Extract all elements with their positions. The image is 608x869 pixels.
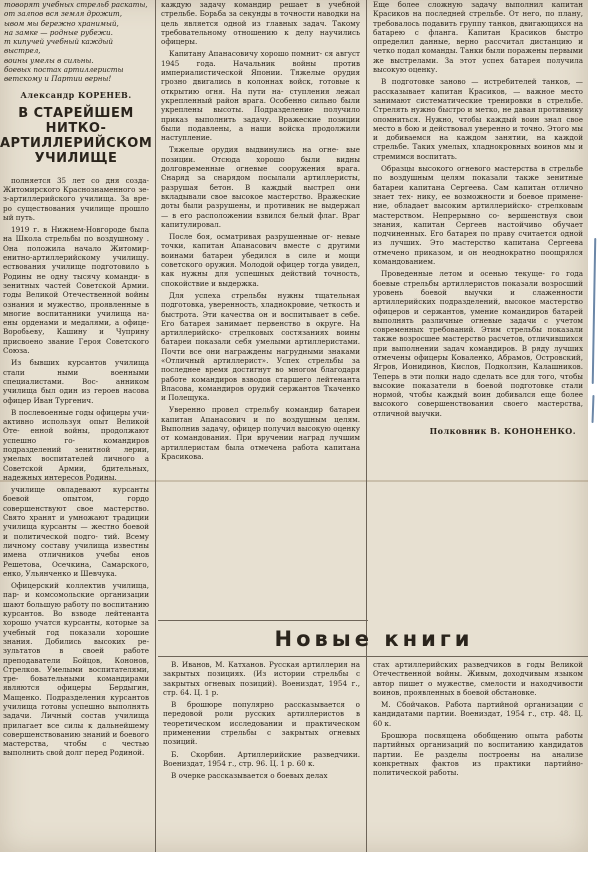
book-review: В очерке рассказывается о боевых делах (171, 771, 328, 781)
column-left (0, 0, 152, 852)
column-divider (155, 0, 156, 852)
book-review: В. Иванов, М. Катханов. Русская артиллерия на закрытых позициях. (Из истории стрельбы с закрытых огневых позиций). Воениздат, 1954 г., стр. 64. Ц. 1 р. (163, 660, 360, 697)
column-divider (366, 0, 367, 700)
article-paragraph: В послевоенные годы офицеры учи- активно используя опыт Великой Оте- енной войны, продолжают успешно го- командиров подразделений зенитной лерии, умелых воспитателей личного а Советской Армии, бдительных, надежных интересов Родины. (3, 407, 149, 482)
book-review: стах артиллерийских разведчиков в годы Великой Отечественной войны. Живым, доходчивым языком автор пишет о мужестве, смелости и находчивости воинов, проявленных в боевой обстановке. (373, 660, 583, 697)
article-paragraph: 1919 г. в Нижнем-Новгороде была на Школа стрельбы по воздушному . Она положила начало Житомир- енитно-артиллерийскому училищу. ествования училище подготовило ь Родины не одну тысячу команди- в зенитных частей Советской Армии. годы Великой Отечественной войны ознания и мужество, проявленные в многие воспитанники училища на- ены орденами и медалями, а офице- Воробьеву, Кашину и Чуприну присвоено звание Героя Советского Союза. (3, 225, 149, 356)
article-paragraph: Уверенно провел стрельбу командир батареи капитан Апанасович и по воздушным целям. Выполнив задачу, офицер получил высокую оценку от командования. При вручении наград лучшим артиллеристам была отмечена работа капитана Красикова. (161, 405, 360, 461)
article-paragraph: Офицерский коллектив училища, пар- и комсомольские организации шают большую работу по воспитанию курсантов. Во взводе лейтенанта хорошо учатся курсанты, которые за учебный год показали хорошие знания. Добились высоких ре- зультатов в своей работе преподаватели Бойцов, Кононов, Стрелков. Умелыми воспитателями, тре- бовательными командирами являются офицеры Бердыгин, Мащенко. Подразделения курсантов училища готовы успешно выполнять задачи. Личный состав училища прилагает все силы к дальнейшему совершенствованию знаний и боевого мастерства, чтобы с честью выполнить свой долг перед Родиной. (3, 581, 149, 758)
poem-line: на замке — родные рубежи. (4, 27, 113, 37)
poem-line: боевых постах артиллеристы (4, 65, 124, 75)
book-review: В брошюре популярно рассказывается о передовой роли русских артиллеристов в теоретическом исследовании и практическом применении стрельбы с закрытых огневых позиций. (163, 700, 360, 747)
article-paragraph: В подготовке заново — истребителей танков, — рассказывает капитан Красиков, — важное место занимают систематические тренировки в стрельбе. Стрелять нужно быстро и метко, не давая противнику опомниться. Нужно, чтобы каждый воин знал свое место в бою и действовал уверенно и точно. Этого мы и добиваемся на каждом занятии, на каждой стрельбе. Таких умелых, хладнокровных воинов мы и стремимся воспитать. (373, 77, 583, 161)
poem-line: ветскому и Партии верны! (4, 74, 112, 84)
article-paragraph: училище овладевают курсанты боевой опытом, гордо совершенствуют свое мастерство. Свято хранят и умножают традиции училища курсанты — жестно боевой и политической подго- тий. Всему личному составу училища известны имена отличников учебы енов Решетова, Осечкина, Самарского, енко, Ульянченко и Шевчука. (3, 485, 149, 578)
poem-author: Александр КОРЕНЕВ. (20, 89, 132, 100)
book-review: Б. Скорбин. Артиллерийские разведчики. Воениздат, 1954 г., стр. 96. Ц. 1 р. 60 к. (163, 749, 360, 768)
article-headline: В СТАРЕЙШЕМ НИТКО-АРТИЛЛЕРИЙСКОМ УЧИЛИЩЕ (0, 105, 152, 166)
column-middle (158, 0, 363, 620)
article-paragraph: Еще более сложную задачу выполнил капитан Красиков на последней стрельбе. От него, по плану, требовалось подавить группу танков, двигающихся на батарею с фланга. Капитан Красиков быстро определил данные, верно рассчитал дистанцию и четко подал команды. Танки были поражены первыми же выстрелами. За этот успех батарея получила высокую оценку. (373, 0, 583, 75)
article-paragraph: Из бывших курсантов училища стали ными военными специалистами. Вос- анником училища был один из героев насова офицер Иван Тургенич. (3, 358, 149, 405)
pen-mark (592, 395, 595, 423)
article-paragraph: Для успеха стрельбы нужны тщательная подготовка, уверенность, хладнокровие, четкость и быстрота. Эти качества он и воспитывает в себе. Его батарея занимает первенство в округе. На артиллерийско- стрелковых состязаниях воины батареи показали себя умелыми артиллеристами. Почти все они награждены нагрудными знаками «Отличный артиллерист». Успех стрельбы за последнее время достигнут во многом благодаря работе командиров взводов старшего лейтенанта Власова, командиров орудий сержантов Ткаченко и Полещука. (161, 290, 360, 403)
article-paragraph: полняется 35 лет со дня созда- Житомирского Краснознаменного зе- з-артиллерийского училища. За вре- ро существования училище прошло ый путь. (3, 175, 149, 222)
section-divider (158, 620, 368, 621)
article-paragraph: Образцы высокого огневого мастерства в стрельбе по воздушным целям показали также зенитные батареи капитана Сергеева. Сам капитан отлично знает тех- нику, ее возможности и боевое примене- ние, обладает высоким артиллерийско- стрелковым мастерством. Непрерывно со- вершенствуя свои знания, капитан Сергеев настойчиво обучает подчиненных. Его батарея по праву считается одной из лучших. Это мастерство капитана Сергеева отмечено приказом, и он неоднократно поощрялся командованием. (373, 164, 583, 267)
article-paragraph: После боя, осматривая разрушенные ог- невые точки, капитан Апанасович вместе с другими воинами батареи убедился в силе и мощи советского оружия. Молодой офицер тогда увидел, как нужны для успешных действий точность, спокойствие и выдержка. (161, 232, 360, 288)
column-divider (366, 700, 367, 852)
book-review: Брошюра посвящена обобщению опыта работы партийных организаций по воспитанию кандидатов партии. Ее разделы построены на анализе конкретных фактов из практики партийно-политической работы. (373, 731, 583, 778)
poem-line: от залпов вся земля дрожит, (4, 9, 123, 19)
article-paragraph: Проведенные летом и осенью текуще- го года боевые стрельбы артиллеристов показали возросший уровень боевой выучки и слаженности артиллерийских подразделений, высокое мастерство офицеров и сержантов, умение командиров батарей выполнять различные огневые задачи с учетом современных требований. Этим стрельбы показали также возросшее мастерство расчетов, отличившихся при выполнении задач командиров. В ряду лучших отмечены офицеры Коваленко, Абрамов, Островский, Ягров, Ионидинов, Кислов, Подколзин, Калашников. Теперь в эти полки надо сделать все для того, чтобы высокие показатели в боевой подготовке стали нормой, чтобы каждый воин добивался еще более высокого совершенствования своего мастерства, отличной выучки. (373, 269, 583, 418)
column-right (370, 0, 586, 655)
section-title: Новые книги (274, 627, 474, 651)
article-paragraph: каждую задачу командир решает в учебной стрельбе. Борьба за секунды в точности наводки на цель является одной из главных задач. Такому требовательному отношению к делу научились офицеры. (161, 0, 360, 47)
poem-line: воины умелы в сильны. (4, 55, 94, 65)
books-column-left (160, 660, 363, 852)
section-divider (158, 656, 588, 657)
book-review: М. Сбойчаков. Работа партийной организации с кандидатами партии. Воениздат, 1954 г., стр. 48. Ц. 60 к. (373, 700, 583, 728)
poem-line: ывом мы бережно хранимый, (4, 18, 119, 28)
article-paragraph: Тяжелые орудия выдвинулись на огне- вые позиции. Отсюда хорошо были видны долговременные огневые сооружения врага. Снаряд за снарядом посылали артиллеристы, разрушая бетон. В каждый выстрел они вкладывали свое высокое мастерство. Вражеские доты были разрушены, и противник не выдержал — в его расположении взвился белый флаг. Враг капитулировал. (161, 145, 360, 229)
books-column-right (370, 660, 586, 852)
article-signature: Полковник В. КОНОНЕНКО. (429, 426, 576, 437)
pen-mark (592, 238, 597, 384)
article-paragraph: Капитану Апанасовичу хорошо помнит- ся август 1945 года. Начальник войны против империалистической Японии. Тяжелые орудия грозно двигались в колоннах войск, готовые к открытию огня. На пути на- ступления лежал укрепленный район врага. Особенно сильно были укреплены высоты. Подразделение получило приказ выполнить задачу. Вражеские позиции были подавлены, а наши войска продолжили наступление. (161, 49, 360, 143)
poem-line: товорят учебных стрельб раскаты, (4, 0, 148, 9)
poem-line: т кипучей учебный каждый выстрел, (4, 37, 114, 56)
